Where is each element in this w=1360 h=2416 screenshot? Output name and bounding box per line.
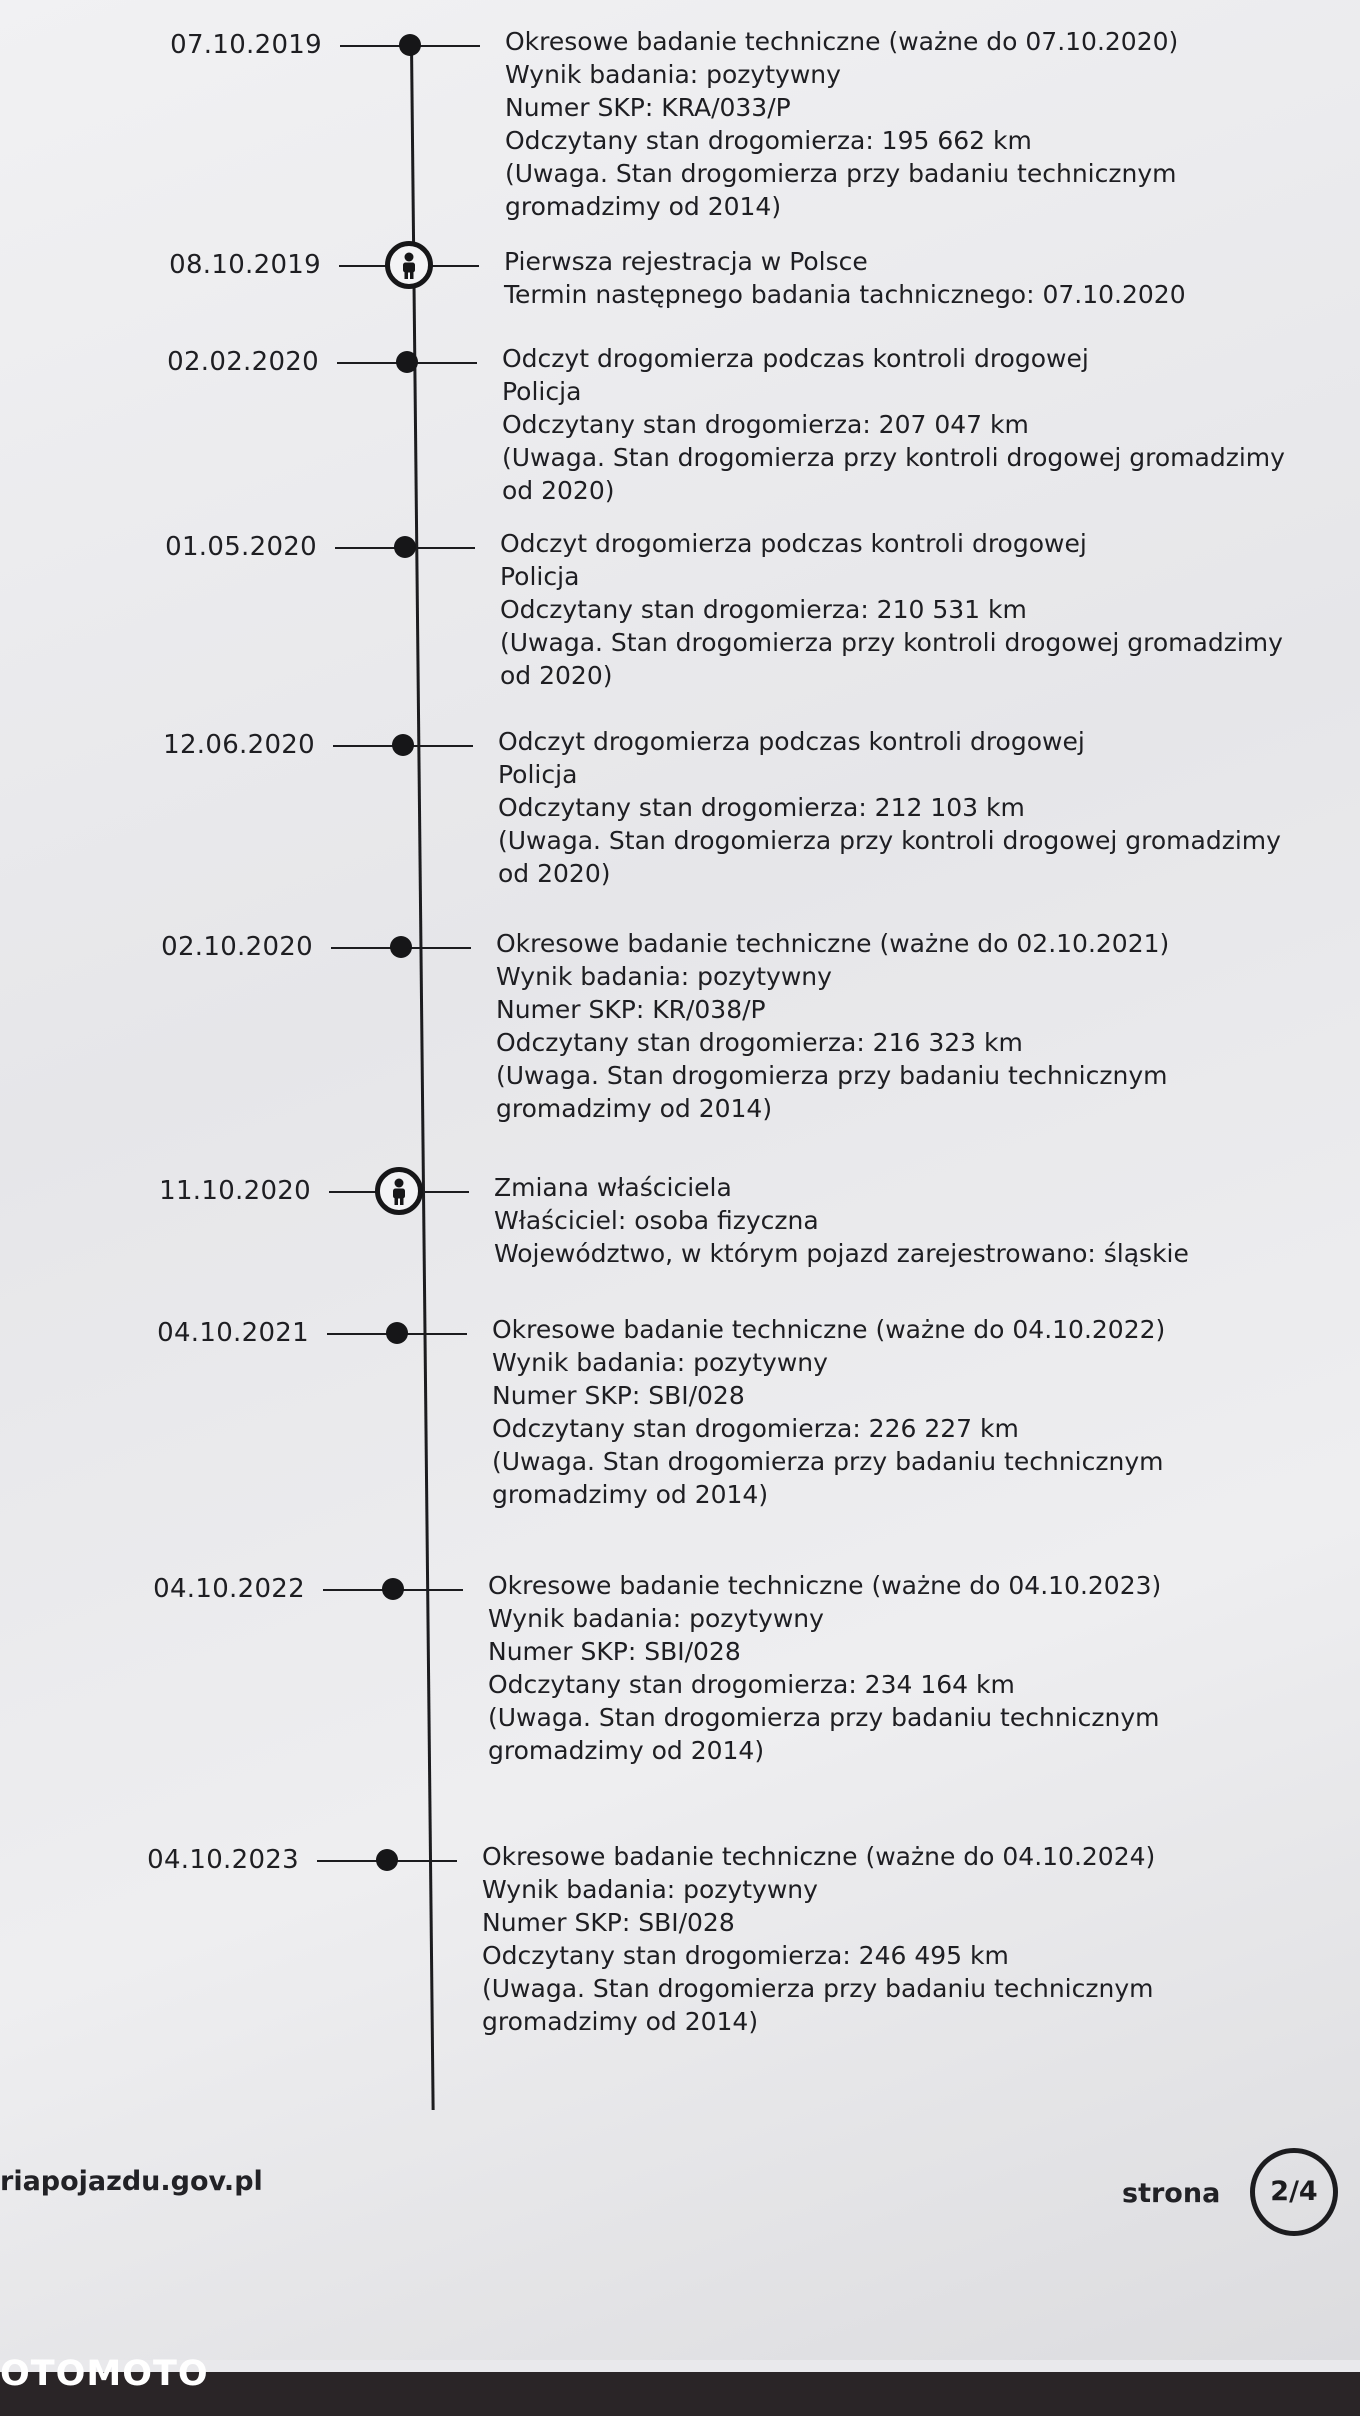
event-dot	[386, 1322, 408, 1344]
event-detail-line: Policja	[498, 760, 578, 789]
event-detail-line: gromadzimy od 2014)	[492, 1480, 769, 1509]
event-detail-line: Okresowe badanie techniczne (ważne do 04.10.2024)	[482, 1842, 1156, 1871]
event-detail-line: Odczytany stan drogomierza: 210 531 km	[500, 595, 1027, 624]
person-icon	[375, 1167, 423, 1215]
event-detail-line: Numer SKP: SBI/028	[492, 1381, 745, 1410]
event-dot	[392, 734, 414, 756]
event-detail-line: Wynik badania: pozytywny	[492, 1348, 828, 1377]
event-date: 04.10.2022	[153, 1574, 305, 1604]
event-date: 08.10.2019	[169, 250, 321, 280]
event-detail-line: Wynik badania: pozytywny	[496, 962, 832, 991]
event-detail-line: Wynik badania: pozytywny	[505, 60, 841, 89]
event-dot	[396, 351, 418, 373]
event-date: 12.06.2020	[163, 730, 315, 760]
event-detail-line: Odczytany stan drogomierza: 226 227 km	[492, 1414, 1019, 1443]
event-detail-line: Odczyt drogomierza podczas kontroli drogowej	[500, 529, 1087, 558]
event-dot	[376, 1849, 398, 1871]
event-dot	[394, 536, 416, 558]
event-details	[505, 25, 1305, 223]
event-date: 02.02.2020	[167, 347, 319, 377]
event-dot	[390, 936, 412, 958]
event-detail-line: Odczyt drogomierza podczas kontroli drogowej	[498, 727, 1085, 756]
event-detail-line: Odczytany stan drogomierza: 195 662 km	[505, 126, 1032, 155]
event-detail-line: (Uwaga. Stan drogomierza przy badaniu technicznym	[505, 159, 1177, 188]
event-dot	[382, 1578, 404, 1600]
event-detail-line: (Uwaga. Stan drogomierza przy kontroli drogowej gromadzimy	[498, 826, 1281, 855]
page-number: 2/4	[1250, 2148, 1338, 2236]
page-label: strona	[1122, 2178, 1221, 2209]
event-detail-line: gromadzimy od 2014)	[482, 2007, 759, 2036]
event-detail-line: Numer SKP: SBI/028	[488, 1637, 741, 1666]
event-date: 07.10.2019	[170, 30, 322, 60]
event-detail-line: od 2020)	[502, 476, 615, 505]
event-date: 04.10.2021	[157, 1318, 309, 1348]
event-detail-line: Okresowe badanie techniczne (ważne do 04.10.2023)	[488, 1571, 1162, 1600]
event-details	[492, 1313, 1292, 1511]
event-detail-line: Policja	[500, 562, 580, 591]
event-detail-line: Wynik badania: pozytywny	[488, 1604, 824, 1633]
event-details	[502, 342, 1302, 507]
event-details	[482, 1840, 1282, 2038]
event-detail-line: Numer SKP: KRA/033/P	[505, 93, 791, 122]
event-detail-line: Odczytany stan drogomierza: 246 495 km	[482, 1941, 1009, 1970]
event-detail-line: Wynik badania: pozytywny	[482, 1875, 818, 1904]
event-detail-line: Pierwsza rejestracja w Polsce	[504, 247, 868, 276]
event-details	[488, 1569, 1288, 1767]
watermark: OTOMOTO	[0, 2354, 209, 2394]
footer-url: riapojazdu.gov.pl	[0, 2166, 263, 2197]
event-detail-line: od 2020)	[498, 859, 611, 888]
event-detail-line: Okresowe badanie techniczne (ważne do 02.10.2021)	[496, 929, 1170, 958]
event-detail-line: Odczytany stan drogomierza: 207 047 km	[502, 410, 1029, 439]
event-detail-line: Właściciel: osoba fizyczna	[494, 1206, 819, 1235]
event-date: 02.10.2020	[161, 932, 313, 962]
event-detail-line: Województwo, w którym pojazd zarejestrowano: śląskie	[494, 1239, 1189, 1268]
event-detail-line: Numer SKP: KR/038/P	[496, 995, 766, 1024]
event-detail-line: Odczytany stan drogomierza: 216 323 km	[496, 1028, 1023, 1057]
event-detail-line: (Uwaga. Stan drogomierza przy badaniu technicznym	[482, 1974, 1154, 2003]
event-detail-line: (Uwaga. Stan drogomierza przy badaniu technicznym	[488, 1703, 1160, 1732]
event-detail-line: Termin następnego badania tachnicznego: 07.10.2020	[504, 280, 1186, 309]
event-details	[504, 245, 1304, 311]
event-detail-line: (Uwaga. Stan drogomierza przy badaniu technicznym	[496, 1061, 1168, 1090]
person-icon	[385, 241, 433, 289]
event-detail-line: Odczyt drogomierza podczas kontroli drogowej	[502, 344, 1089, 373]
event-detail-line: Odczytany stan drogomierza: 234 164 km	[488, 1670, 1015, 1699]
event-details	[500, 527, 1300, 692]
event-detail-line: (Uwaga. Stan drogomierza przy badaniu technicznym	[492, 1447, 1164, 1476]
event-detail-line: od 2020)	[500, 661, 613, 690]
event-detail-line: gromadzimy od 2014)	[496, 1094, 773, 1123]
event-detail-line: Numer SKP: SBI/028	[482, 1908, 735, 1937]
event-details	[494, 1171, 1294, 1270]
event-detail-line: gromadzimy od 2014)	[488, 1736, 765, 1765]
event-date: 04.10.2023	[147, 1845, 299, 1875]
event-detail-line: Okresowe badanie techniczne (ważne do 07.10.2020)	[505, 27, 1179, 56]
event-date: 11.10.2020	[159, 1176, 311, 1206]
event-details	[498, 725, 1298, 890]
event-detail-line: (Uwaga. Stan drogomierza przy kontroli drogowej gromadzimy	[502, 443, 1285, 472]
event-details	[496, 927, 1296, 1125]
event-detail-line: Policja	[502, 377, 582, 406]
event-detail-line: (Uwaga. Stan drogomierza przy kontroli drogowej gromadzimy	[500, 628, 1283, 657]
event-dot	[399, 34, 421, 56]
event-detail-line: Okresowe badanie techniczne (ważne do 04.10.2022)	[492, 1315, 1166, 1344]
event-detail-line: gromadzimy od 2014)	[505, 192, 782, 221]
event-detail-line: Odczytany stan drogomierza: 212 103 km	[498, 793, 1025, 822]
event-date: 01.05.2020	[165, 532, 317, 562]
event-detail-line: Zmiana właściciela	[494, 1173, 732, 1202]
